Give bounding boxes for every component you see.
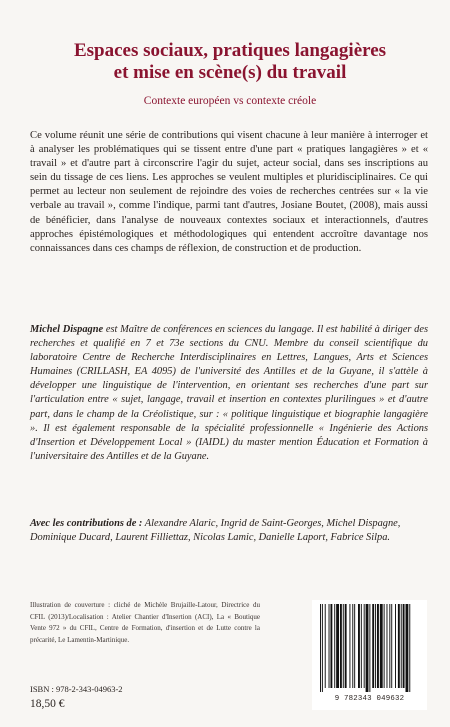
title-line-1: Espaces sociaux, pratiques langagières bbox=[73, 40, 387, 61]
title-line-2: et mise en scène(s) du travail bbox=[113, 62, 347, 83]
isbn: ISBN : 978-2-343-04963-2 bbox=[30, 684, 123, 694]
barcode-icon bbox=[312, 600, 427, 692]
contributors bbox=[30, 517, 428, 545]
price: 18,50 € bbox=[30, 698, 65, 710]
summary-paragraph: Ce volume réunit une série de contributions qui visent chacune à leur manière à interroger et à analyser les problématiques qui se tissent entre d'une part « pratiques langagières » et « travail » et d'autre part à circonscrire l'agir du sujet, acteur social, dans ses inscriptions au sein du tissage de ces liens. Les approches se veulent multiples et pluridisciplinaires. Ce qui permet au lecteur non seulement de rejoindre des voies de recherches centrées sur « la vie verbale au travail », comme l'indique, parmi tant d'autres, Josiane Boutet, (2008), mais aussi de bénéficier, dans l'analyse de nouveaux contextes sociaux et interactionnels, d'autres approches épistémologiques et méthodologiques qui entendent accroître davantage nos connaissances dans ces champs de réflexion, de construction et de production. bbox=[30, 130, 428, 254]
contributors-list: Alexandre Alaric, Ingrid de Saint-Georges, Michel Dispagne, Dominique Ducard, Laurent Filliettaz, Nicolas Lamic, Danielle Laport, Fabrice Silpa. bbox=[30, 518, 401, 543]
author-name: Michel Dispagne bbox=[30, 324, 104, 335]
subtitle: Contexte européen vs contexte créole bbox=[143, 95, 317, 107]
author-bio-text: est Maître de conférences en sciences du langage. Il est habilité à diriger des recherches et qualifié en 7 et 73e sections du CNU. Membre du conseil scientifique du laboratoire Centre de Recherche Interdisciplinaires en Lettres, Langues, Arts et Sciences Humaines (CRILLASH, EA 4095) de l'université des Antilles et de la Guyane, il s'attèle à développer une linguistique de l'intervention, en orientant ses recherches d'une part sur l'articulation entre « sujet, langage, travail et insertion en contextes plurilingues » et d'autre part, dans le champ de la Créolistique, sur : « politique linguistique et biographie langagière ». Il est également responsable de la spécialité professionnelle « Ingénierie des Actions d'Insertion et Développement Local » (IAIDL) du master mention Éducation et Formation à l'universitaire des Antilles et de la Guyane. bbox=[30, 324, 428, 462]
page-title bbox=[40, 40, 420, 84]
author-bio bbox=[30, 323, 428, 464]
cover-credits: Illustration de couverture : cliché de Michèle Brujaille-Latour, Directrice du CFIL (2013)/Localisation : Atelier Chantier d'Insertion (ACI), La « Boutique Vente 972 » du CFIL, Centre de Formation, d'insertion et de Lutte contre la précarité, Le Lamentin-Martinique. bbox=[30, 601, 260, 644]
contributors-label: Avec les contributions de : bbox=[30, 518, 143, 529]
barcode bbox=[312, 600, 427, 710]
barcode-number: 9 782343 049632 bbox=[334, 695, 405, 703]
